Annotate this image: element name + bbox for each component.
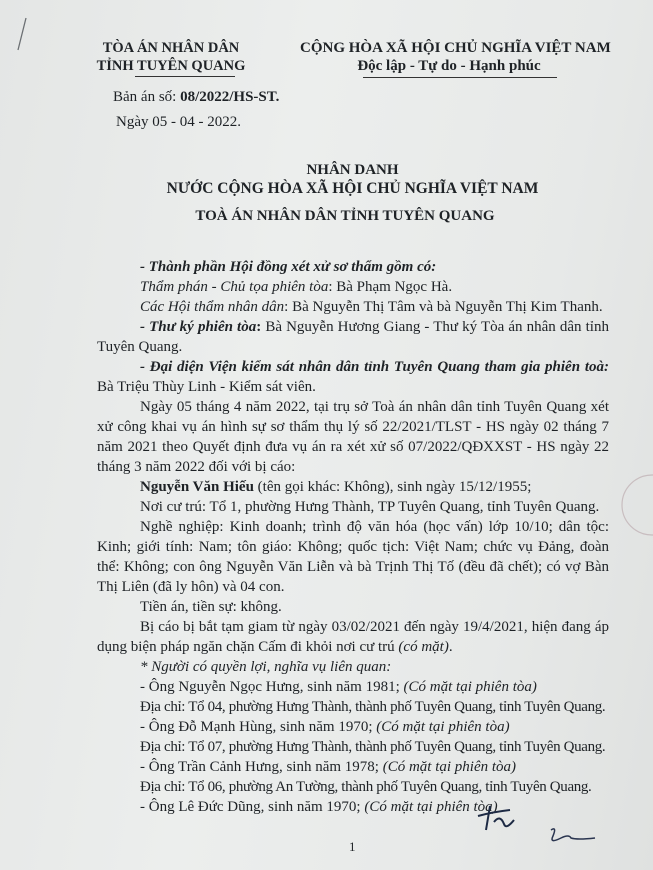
text-run: (Có mặt tại phiên tòa): [403, 679, 537, 695]
text-run: (Có mặt tại phiên tòa): [382, 759, 517, 775]
text-run: (tên gọi khác: Không), sinh ngày 15/12/1955;: [253, 479, 532, 495]
text-run: năm 2021 theo Quyết định đưa vụ án ra xét xử số 07/2022/QĐXXST - HS ngày 22: [97, 439, 609, 455]
text-run: tháng 3 năm 2022 đối với bị cáo:: [97, 459, 296, 475]
body-line: [97, 797, 609, 817]
body-line: [97, 717, 609, 737]
text-run: Nghề nghiệp: Kinh doanh; trình độ văn hóa (học vấn) lớp 10/10; dân tộc:: [140, 519, 609, 535]
text-run: - Ông Lê Đức Dũng, sinh năm 1970;: [140, 799, 365, 815]
body-line: [97, 317, 609, 337]
body-line: [97, 757, 609, 777]
body-line: [97, 697, 609, 717]
case-number-value: 08/2022/HS-ST.: [180, 89, 280, 105]
body-line: [97, 457, 609, 477]
text-run: * Người có quyền lợi, nghĩa vụ liên quan:: [140, 659, 392, 675]
text-run: Bà Nguyễn Hương Giang - Thư ký Tòa án nhân dân tỉnh: [265, 319, 609, 335]
court-name-header: [96, 39, 246, 75]
nation-line-2: Độc lập - Tự do - Hạnh phúc: [357, 58, 541, 74]
text-run: Các Hội thẩm nhân dân: [140, 299, 285, 315]
body-line: [97, 377, 609, 397]
court-underline: [135, 76, 235, 77]
body-line: [97, 337, 609, 357]
text-run: Tiền án, tiền sự: không.: [140, 599, 282, 615]
body-line: [97, 597, 609, 617]
body-line: [97, 517, 609, 537]
text-run: - Ông Đỗ Mạnh Hùng, sinh năm 1970;: [140, 719, 377, 735]
nation-line-1: CỘNG HÒA XÃ HỘI CHỦ NGHĨA VIỆT NAM: [300, 40, 611, 56]
title-line-1: NHÂN DANH: [306, 162, 399, 178]
court-line-2: TỈNH TUYÊN QUANG: [96, 58, 246, 74]
motto-underline: [363, 77, 557, 78]
body-line: [97, 297, 609, 317]
body-line: [97, 677, 609, 697]
judgment-body: [97, 257, 609, 817]
signature-initial-icon: [470, 800, 530, 840]
body-line: [97, 557, 609, 577]
body-line: [97, 497, 609, 517]
title-line-3: TOÀ ÁN NHÂN DÂN TỈNH TUYÊN QUANG: [195, 208, 495, 224]
text-run: - Thư ký phiên tòa: [140, 319, 257, 335]
text-run: thể: Không; con ông Nguyễn Văn Liễn và bà Trịnh Thị Tố (đều đã chết); có vợ Bàn: [97, 559, 609, 575]
title-line-2: NƯỚC CỘNG HÒA XÃ HỘI CHỦ NGHĨA VIỆT NAM: [166, 180, 539, 197]
body-line: [97, 417, 609, 437]
body-line: [97, 437, 609, 457]
text-run: Bà Triệu Thùy Linh - Kiểm sát viên.: [97, 379, 316, 395]
text-run: Thị Liên (đã ly hôn) và 04 con.: [97, 579, 285, 595]
body-line: [97, 257, 609, 277]
text-run: :: [256, 319, 266, 335]
case-date: Ngày 05 - 04 - 2022.: [116, 114, 241, 130]
text-run: Thẩm phán - Chủ tọa phiên tòa: [140, 279, 329, 295]
text-run: Nơi cư trú: Tổ 1, phường Hưng Thành, TP Tuyên Quang, tỉnh Tuyên Quang.: [140, 499, 600, 515]
text-run: .: [448, 639, 453, 655]
body-line: [97, 397, 609, 417]
body-line: [97, 737, 609, 757]
text-run: - Ông Nguyễn Ngọc Hưng, sinh năm 1981;: [140, 679, 404, 695]
text-run: : Bà Phạm Ngọc Hà.: [328, 279, 453, 295]
page-number: 1: [349, 839, 356, 854]
text-run: : Bà Nguyễn Thị Tâm và bà Nguyễn Thị Kim Thanh.: [284, 299, 603, 315]
text-run: (Có mặt tại phiên tòa): [376, 719, 510, 735]
pen-mark-icon: [10, 14, 30, 54]
body-line: [97, 577, 609, 597]
body-line: [97, 617, 609, 637]
text-run: Địa chỉ: Tổ 07, phường Hưng Thành, thành phố Tuyên Quang, tỉnh Tuyên Quang.: [140, 739, 606, 755]
body-line: [97, 777, 609, 797]
text-run: Bị cáo bị bắt tạm giam từ ngày 03/02/2021 đến ngày 19/4/2021, hiện đang áp: [140, 619, 609, 635]
text-run: Kinh; giới tính: Nam; tôn giáo: Không; quốc tịch: Việt Nam; chức vụ Đảng, đoàn: [97, 539, 609, 555]
text-run: (Có mặt tại phiên tòa): [364, 799, 498, 815]
body-line: [97, 357, 609, 377]
body-line: [97, 657, 609, 677]
case-number: [113, 89, 279, 106]
text-run: xử công khai vụ án hình sự sơ thẩm thụ lý số 22/2021/TLST - HS ngày 02 tháng 7: [97, 419, 609, 435]
text-run: Nguyễn Văn Hiếu: [140, 479, 254, 495]
text-run: Địa chỉ: Tổ 06, phường An Tường, thành phố Tuyên Quang, tỉnh Tuyên Quang.: [140, 779, 592, 795]
text-run: (có mặt): [398, 639, 449, 655]
body-line: [97, 637, 609, 657]
text-run: Ngày 05 tháng 4 năm 2022, tại trụ sở Toà án nhân dân tỉnh Tuyên Quang xét: [140, 399, 609, 415]
body-line: [97, 277, 609, 297]
case-number-label: Bản án số:: [113, 89, 181, 105]
text-run: - Ông Trần Cảnh Hưng, sinh năm 1978;: [140, 759, 383, 775]
text-run: dụng biện pháp ngăn chặn Cấm đi khỏi nơi cư trú: [97, 639, 399, 655]
text-run: Địa chỉ: Tổ 04, phường Hưng Thành, thành phố Tuyên Quang, tỉnh Tuyên Quang.: [140, 699, 606, 715]
nation-header: [300, 39, 611, 75]
text-run: - Đại diện Viện kiểm sát nhân dân tỉnh Tuyên Quang tham gia phiên toà:: [140, 359, 609, 375]
body-line: [97, 537, 609, 557]
body-line: [97, 477, 609, 497]
text-run: - Thành phần Hội đồng xét xử sơ thẩm gồm có:: [140, 259, 437, 275]
signature-mark-icon: [545, 822, 605, 852]
court-line-1: TÒA ÁN NHÂN DÂN: [102, 40, 240, 56]
text-run: Tuyên Quang.: [97, 339, 183, 355]
stamp-icon: [612, 470, 653, 540]
